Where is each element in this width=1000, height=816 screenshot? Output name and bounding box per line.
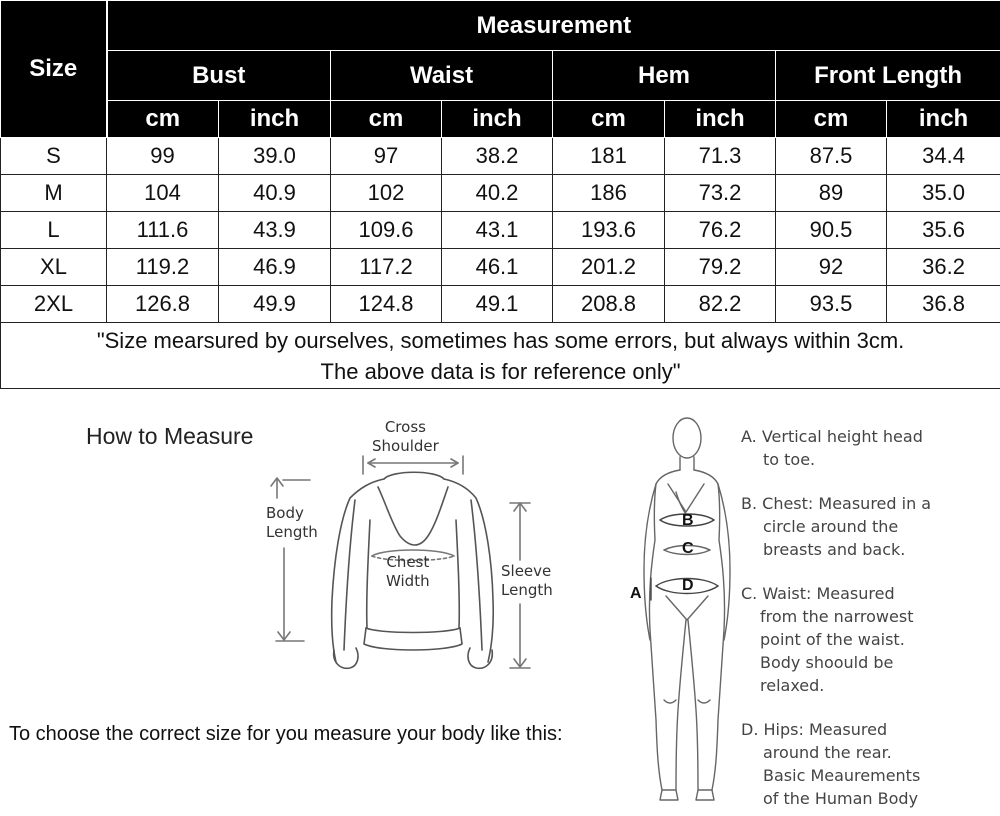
value-cell: 73.2 (665, 175, 776, 212)
value-cell: 119.2 (107, 249, 219, 286)
legend-item-b: B. Chest: Measured in a circle around the breasts and back. (741, 494, 932, 559)
value-cell: 201.2 (553, 249, 665, 286)
value-cell: 36.2 (887, 249, 1000, 286)
legend-item-c: C. Waist: Measured from the narrowest point of the waist. Body shoould be relaxed. (741, 584, 914, 695)
body-marker-d: D (682, 577, 694, 594)
group-header-bust: Bust (107, 51, 331, 101)
value-cell: 208.8 (553, 286, 665, 323)
value-cell: 71.3 (665, 138, 776, 175)
value-cell: 90.5 (776, 212, 887, 249)
value-cell: 117.2 (331, 249, 442, 286)
size-cell: M (1, 175, 107, 212)
value-cell: 46.9 (219, 249, 331, 286)
value-cell: 104 (107, 175, 219, 212)
value-cell: 92 (776, 249, 887, 286)
value-cell: 36.8 (887, 286, 1000, 323)
sleeve-length-label: Sleeve Length (501, 562, 553, 599)
choose-size-instruction: To choose the correct size for you measure your body like this: (9, 723, 563, 745)
value-cell: 49.9 (219, 286, 331, 323)
how-to-measure-heading: How to Measure (86, 423, 254, 449)
body-length-label: Body Length (266, 504, 318, 541)
disclaimer-line-2: The above data is for reference only" (320, 358, 681, 384)
value-cell: 76.2 (665, 212, 776, 249)
value-cell: 46.1 (442, 249, 553, 286)
size-cell: L (1, 212, 107, 249)
value-cell: 49.1 (442, 286, 553, 323)
value-cell: 35.6 (887, 212, 1000, 249)
value-cell: 109.6 (331, 212, 442, 249)
value-cell: 38.2 (442, 138, 553, 175)
cross-shoulder-label: Cross Shoulder (372, 418, 439, 455)
group-header-front-length: Front Length (776, 51, 1000, 101)
body-marker-b: B (682, 512, 694, 529)
value-cell: 39.0 (219, 138, 331, 175)
legend-item-a: A. Vertical height head to toe. (741, 427, 923, 469)
body-marker-a: A (630, 585, 642, 602)
size-cell: XL (1, 249, 107, 286)
unit-header: cm (331, 101, 442, 138)
unit-header: inch (665, 101, 776, 138)
unit-header: cm (776, 101, 887, 138)
value-cell: 181 (553, 138, 665, 175)
unit-header: cm (107, 101, 219, 138)
value-cell: 87.5 (776, 138, 887, 175)
value-cell: 111.6 (107, 212, 219, 249)
value-cell: 126.8 (107, 286, 219, 323)
value-cell: 97 (331, 138, 442, 175)
value-cell: 40.2 (442, 175, 553, 212)
unit-header: cm (553, 101, 665, 138)
value-cell: 102 (331, 175, 442, 212)
unit-header: inch (887, 101, 1000, 138)
value-cell: 124.8 (331, 286, 442, 323)
size-cell: 2XL (1, 286, 107, 323)
chest-width-label: Chest Width (386, 553, 430, 590)
group-header-hem: Hem (553, 51, 776, 101)
value-cell: 82.2 (665, 286, 776, 323)
value-cell: 99 (107, 138, 219, 175)
value-cell: 193.6 (553, 212, 665, 249)
value-cell: 40.9 (219, 175, 331, 212)
value-cell: 186 (553, 175, 665, 212)
value-cell: 43.1 (442, 212, 553, 249)
value-cell: 35.0 (887, 175, 1000, 212)
value-cell: 79.2 (665, 249, 776, 286)
group-header-waist: Waist (331, 51, 553, 101)
size-cell: S (1, 138, 107, 175)
value-cell: 89 (776, 175, 887, 212)
value-cell: 34.4 (887, 138, 1000, 175)
unit-header: inch (442, 101, 553, 138)
disclaimer-line-1: "Size mearsured by ourselves, sometimes has some errors, but always within 3cm. (96, 327, 905, 353)
unit-header: inch (219, 101, 331, 138)
value-cell: 43.9 (219, 212, 331, 249)
measurement-header: Measurement (107, 1, 1000, 51)
legend-item-d: D. Hips: Measured around the rear. Basic Meaurements of the Human Body (741, 720, 921, 808)
value-cell: 93.5 (776, 286, 887, 323)
body-marker-c: C (682, 540, 694, 557)
size-header: Size (1, 1, 107, 138)
